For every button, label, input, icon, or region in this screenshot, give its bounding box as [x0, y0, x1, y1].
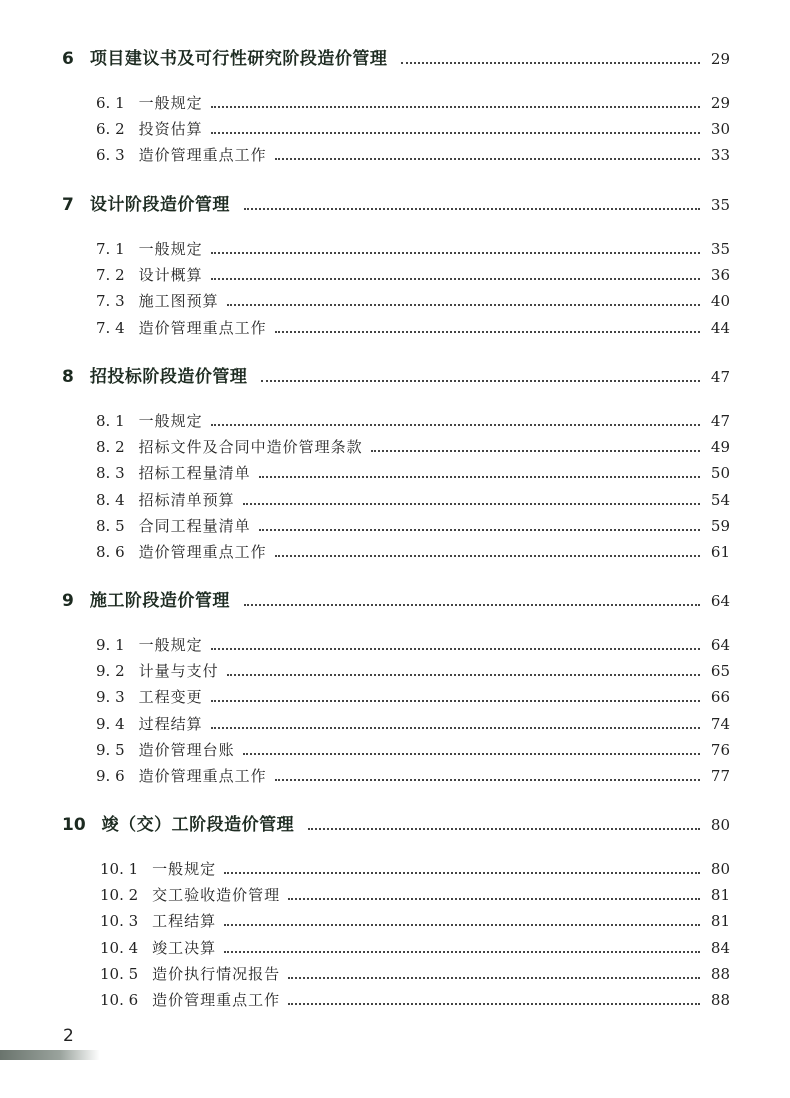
- leader-dots: [288, 1003, 700, 1005]
- section-number: 7. 1: [96, 240, 125, 258]
- section-row[interactable]: [96, 489, 730, 510]
- leader-dots: [211, 252, 700, 254]
- section-row[interactable]: [96, 739, 730, 760]
- leader-dots: [275, 779, 700, 781]
- section-page: 36: [710, 266, 730, 285]
- section-title: 施工图预算: [138, 292, 219, 311]
- section-page: 77: [710, 767, 730, 785]
- section-title: 一般规定: [138, 412, 203, 430]
- section-number: 7. 3: [96, 292, 125, 311]
- section-number: 9. 2: [96, 662, 125, 681]
- section-number: 10. 1: [100, 860, 139, 878]
- section-number: 9. 5: [96, 740, 125, 759]
- section-number: 10. 3: [100, 912, 139, 931]
- section-title: 造价管理重点工作: [138, 146, 267, 165]
- chapter-page: 29: [710, 50, 730, 68]
- section-title: 造价管理台账: [138, 740, 235, 759]
- section-title: 过程结算: [138, 714, 203, 733]
- section-title: 造价管理重点工作: [138, 767, 267, 785]
- chapter-title: 施工阶段造价管理: [89, 591, 230, 611]
- section-row[interactable]: [96, 317, 730, 338]
- leader-dots: [211, 106, 700, 108]
- section-row[interactable]: [96, 264, 730, 285]
- leader-dots: [275, 331, 700, 333]
- section-title: 合同工程量清单: [138, 516, 251, 535]
- leader-dots: [211, 700, 700, 702]
- section-row[interactable]: [100, 963, 730, 984]
- section-page: 84: [710, 938, 730, 957]
- section-row[interactable]: [96, 290, 730, 311]
- section-number: 10. 4: [100, 938, 139, 957]
- section-number: 6. 1: [96, 94, 125, 112]
- section-row[interactable]: [96, 541, 730, 562]
- chapter-row[interactable]: [62, 44, 730, 69]
- section-title: 设计概算: [138, 266, 203, 285]
- leader-dots: [275, 158, 700, 160]
- section-title: 造价管理重点工作: [138, 543, 267, 561]
- footer-decoration-bar: [0, 1050, 100, 1060]
- leader-dots: [211, 648, 700, 650]
- section-title: 一般规定: [138, 240, 203, 258]
- section-page: 29: [710, 94, 730, 112]
- leader-dots: [401, 62, 700, 64]
- leader-dots: [227, 674, 700, 676]
- chapter-page: 47: [710, 368, 730, 386]
- section-row[interactable]: [96, 634, 730, 655]
- section-number: 9. 1: [96, 636, 125, 654]
- section-title: 一般规定: [152, 860, 217, 878]
- section-row[interactable]: [96, 436, 730, 457]
- chapter-number: 7: [62, 195, 74, 215]
- chapter-title: 招投标阶段造价管理: [89, 367, 248, 387]
- section-page: 59: [710, 516, 730, 535]
- section-number: 6. 2: [96, 120, 125, 139]
- section-page: 81: [710, 886, 730, 905]
- section-title: 一般规定: [138, 636, 203, 654]
- section-page: 81: [710, 912, 730, 931]
- section-page: 66: [710, 688, 730, 707]
- section-title: 招标清单预算: [138, 490, 235, 509]
- leader-dots: [261, 380, 700, 382]
- section-row[interactable]: [96, 765, 730, 786]
- section-number: 8. 1: [96, 412, 125, 430]
- leader-dots: [259, 529, 700, 531]
- section-row[interactable]: [100, 858, 730, 879]
- leader-dots: [308, 828, 700, 830]
- section-page: 49: [710, 438, 730, 457]
- chapter-title: 竣（交）工阶段造价管理: [101, 815, 295, 835]
- section-number: 8. 2: [96, 438, 125, 457]
- section-title: 造价管理重点工作: [138, 318, 267, 337]
- leader-dots: [224, 924, 700, 926]
- section-row[interactable]: [96, 713, 730, 734]
- leader-dots: [211, 727, 700, 729]
- leader-dots: [275, 555, 700, 557]
- section-title: 工程结算: [152, 912, 217, 931]
- section-number: 8. 3: [96, 464, 125, 483]
- section-page: 50: [710, 464, 730, 483]
- section-row[interactable]: [96, 660, 730, 681]
- section-row[interactable]: [96, 92, 730, 113]
- section-row[interactable]: [96, 238, 730, 259]
- leader-dots: [244, 208, 700, 210]
- leader-dots: [288, 977, 700, 979]
- section-row[interactable]: [100, 884, 730, 905]
- section-title: 计量与支付: [138, 662, 219, 681]
- section-row[interactable]: [96, 118, 730, 139]
- section-row[interactable]: [100, 989, 730, 1010]
- section-number: 7. 2: [96, 266, 125, 285]
- section-title: 竣工决算: [152, 938, 217, 957]
- chapter-title: 项目建议书及可行性研究阶段造价管理: [89, 49, 388, 69]
- section-number: 9. 6: [96, 767, 125, 785]
- section-row[interactable]: [100, 910, 730, 931]
- section-page: 35: [710, 240, 730, 258]
- section-title: 造价管理重点工作: [152, 991, 281, 1009]
- section-number: 10. 5: [100, 964, 139, 983]
- section-page: 80: [710, 860, 730, 878]
- section-page: 64: [710, 636, 730, 654]
- chapter-number: 9: [62, 591, 74, 611]
- chapter-number: 6: [62, 49, 74, 69]
- section-number: 9. 3: [96, 688, 125, 707]
- leader-dots: [243, 503, 700, 505]
- section-title: 招标文件及合同中造价管理条款: [138, 438, 363, 457]
- section-number: 8. 4: [96, 490, 125, 509]
- leader-dots: [243, 753, 700, 755]
- leader-dots: [244, 604, 700, 606]
- leader-dots: [227, 304, 700, 306]
- chapter-row[interactable]: [62, 190, 730, 215]
- section-row[interactable]: [96, 686, 730, 707]
- leader-dots: [211, 424, 700, 426]
- chapter-page: 64: [710, 592, 730, 610]
- section-row[interactable]: [96, 515, 730, 536]
- leader-dots: [288, 898, 700, 900]
- section-row[interactable]: [100, 937, 730, 958]
- section-page: 40: [710, 292, 730, 311]
- chapter-number: 10: [62, 815, 86, 835]
- section-row[interactable]: [96, 144, 730, 165]
- section-page: 88: [710, 991, 730, 1009]
- section-number: 10. 6: [100, 991, 139, 1009]
- chapter-title: 设计阶段造价管理: [89, 195, 230, 215]
- chapter-row[interactable]: [62, 362, 730, 387]
- chapter-number: 8: [62, 367, 74, 387]
- page-number: 2: [63, 1026, 74, 1046]
- section-number: 8. 6: [96, 543, 125, 561]
- section-number: 9. 4: [96, 714, 125, 733]
- section-page: 33: [710, 146, 730, 165]
- leader-dots: [259, 476, 700, 478]
- section-number: 8. 5: [96, 516, 125, 535]
- chapter-row[interactable]: [62, 586, 730, 611]
- leader-dots: [371, 450, 700, 452]
- leader-dots: [224, 872, 700, 874]
- section-page: 65: [710, 662, 730, 681]
- chapter-page: 35: [710, 196, 730, 214]
- section-page: 30: [710, 120, 730, 139]
- section-page: 88: [710, 964, 730, 983]
- leader-dots: [211, 278, 700, 280]
- section-row[interactable]: [96, 410, 730, 431]
- section-page: 74: [710, 714, 730, 733]
- section-title: 工程变更: [138, 688, 203, 707]
- section-page: 44: [710, 318, 730, 337]
- section-title: 造价执行情况报告: [152, 964, 281, 983]
- leader-dots: [224, 951, 700, 953]
- section-page: 61: [710, 543, 730, 561]
- section-page: 76: [710, 740, 730, 759]
- section-number: 7. 4: [96, 318, 125, 337]
- section-title: 一般规定: [138, 94, 203, 112]
- section-title: 投资估算: [138, 120, 203, 139]
- chapter-row[interactable]: [62, 810, 730, 835]
- chapter-page: 80: [710, 816, 730, 834]
- section-number: 6. 3: [96, 146, 125, 165]
- section-number: 10. 2: [100, 886, 139, 905]
- section-page: 47: [710, 412, 730, 430]
- section-title: 交工验收造价管理: [152, 886, 281, 905]
- section-page: 54: [710, 490, 730, 509]
- leader-dots: [211, 132, 700, 134]
- section-title: 招标工程量清单: [138, 464, 251, 483]
- section-row[interactable]: [96, 462, 730, 483]
